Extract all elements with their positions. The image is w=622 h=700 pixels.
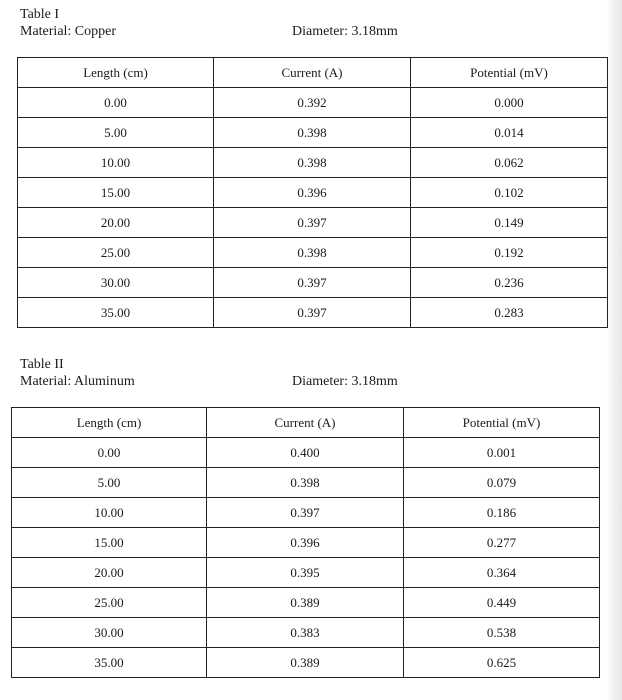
current-cell: 0.389: [207, 648, 404, 678]
table2-header-length: Length (cm): [12, 408, 207, 438]
length-cell: 25.00: [18, 238, 214, 268]
current-cell: 0.396: [214, 178, 411, 208]
potential-cell: 0.538: [404, 618, 600, 648]
table-row: [12, 618, 600, 648]
table1-diameter: Diameter: 3.18mm: [292, 24, 398, 39]
table-row: [18, 118, 608, 148]
table-row: [12, 498, 600, 528]
table1-header-current: Current (A): [214, 58, 411, 88]
current-cell: 0.398: [214, 148, 411, 178]
potential-cell: 0.014: [411, 118, 608, 148]
length-cell: 15.00: [18, 178, 214, 208]
table-row: [12, 468, 600, 498]
potential-cell: 0.277: [404, 528, 600, 558]
length-cell: 20.00: [12, 558, 207, 588]
current-cell: 0.392: [214, 88, 411, 118]
current-cell: 0.383: [207, 618, 404, 648]
table1-title: Table I: [20, 7, 60, 22]
potential-cell: 0.062: [411, 148, 608, 178]
current-cell: 0.400: [207, 438, 404, 468]
table-row: [18, 268, 608, 298]
table-row: [12, 588, 600, 618]
current-cell: 0.398: [207, 468, 404, 498]
current-cell: 0.396: [207, 528, 404, 558]
potential-cell: 0.449: [404, 588, 600, 618]
length-cell: 0.00: [12, 438, 207, 468]
length-cell: 0.00: [18, 88, 214, 118]
table2-material: Material: Aluminum: [20, 374, 135, 389]
potential-cell: 0.102: [411, 178, 608, 208]
length-cell: 30.00: [18, 268, 214, 298]
table2-header-potential: Potential (mV): [404, 408, 600, 438]
current-cell: 0.397: [207, 498, 404, 528]
table-row: [18, 298, 608, 328]
table-row: [18, 148, 608, 178]
table1-grid: [17, 57, 608, 328]
current-cell: 0.395: [207, 558, 404, 588]
current-cell: 0.397: [214, 268, 411, 298]
potential-cell: 0.001: [404, 438, 600, 468]
table2-title: Table II: [20, 357, 64, 372]
table1-header-row: [18, 58, 608, 88]
potential-cell: 0.283: [411, 298, 608, 328]
current-cell: 0.397: [214, 208, 411, 238]
table1-header-potential: Potential (mV): [411, 58, 608, 88]
length-cell: 35.00: [18, 298, 214, 328]
table-row: [18, 238, 608, 268]
table-row: [18, 88, 608, 118]
potential-cell: 0.000: [411, 88, 608, 118]
potential-cell: 0.625: [404, 648, 600, 678]
current-cell: 0.398: [214, 118, 411, 148]
potential-cell: 0.192: [411, 238, 608, 268]
potential-cell: 0.079: [404, 468, 600, 498]
table-row: [12, 438, 600, 468]
current-cell: 0.397: [214, 298, 411, 328]
table-row: [12, 558, 600, 588]
table2-header-row: [12, 408, 600, 438]
table-row: [12, 528, 600, 558]
current-cell: 0.389: [207, 588, 404, 618]
table1-material: Material: Copper: [20, 24, 117, 39]
length-cell: 35.00: [12, 648, 207, 678]
table2-grid: [11, 407, 600, 678]
length-cell: 10.00: [18, 148, 214, 178]
potential-cell: 0.149: [411, 208, 608, 238]
potential-cell: 0.364: [404, 558, 600, 588]
length-cell: 5.00: [12, 468, 207, 498]
table-row: [12, 648, 600, 678]
table2-header-current: Current (A): [207, 408, 404, 438]
length-cell: 10.00: [12, 498, 207, 528]
length-cell: 20.00: [18, 208, 214, 238]
length-cell: 30.00: [12, 618, 207, 648]
length-cell: 25.00: [12, 588, 207, 618]
potential-cell: 0.186: [404, 498, 600, 528]
table2-diameter: Diameter: 3.18mm: [292, 374, 398, 389]
length-cell: 5.00: [18, 118, 214, 148]
current-cell: 0.398: [214, 238, 411, 268]
table-row: [18, 208, 608, 238]
length-cell: 15.00: [12, 528, 207, 558]
table-row: [18, 178, 608, 208]
table1-header-length: Length (cm): [18, 58, 214, 88]
potential-cell: 0.236: [411, 268, 608, 298]
